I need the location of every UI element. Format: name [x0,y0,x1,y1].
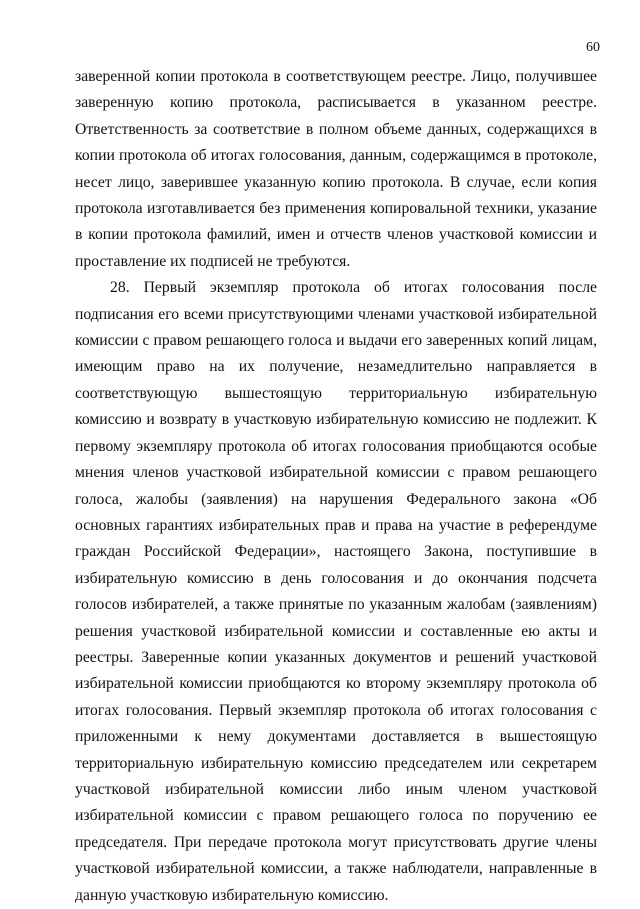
paragraph-item-28: 28. Первый экземпляр протокола об итогах голосования после подписания его всеми присутствующими членами участковой избирательной комиссии с правом решающего голоса и выдачи его заверенных копий лицам, имеющим право на их получение, незамедлительно направляется в соответствующую вышестоящую территориальную избирательную комиссию и возврату в участковую избирательную комиссию не подлежит. К первому экземпляру протокола об итогах голосования приобщаются особые мнения членов участковой избирательной комиссии с правом решающего голоса, жалобы (заявления) на нарушения Федерального закона «Об основных гарантиях избирательных прав и права на участие в референдуме граждан Российской Федерации», настоящего Закона, поступившие в избирательную комиссию в день голосования и до окончания подсчета голосов избирателей, а также принятые по указанным жалобам (заявлениям) решения участковой избирательной комиссии и составленные ею акты и реестры. Заверенные копии указанных документов и решений участковой избирательной комиссии приобщаются ко второму экземпляру протокола об итогах голосования. Первый экземпляр протокола об итогах голосования с приложенными к нему документами доставляется в вышестоящую территориальную избирательную комиссию председателем или секретарем участковой избирательной комиссии либо иным членом участковой избирательной комиссии с правом решающего голоса по поручению ее председателя. При передаче протокола могут присутствовать другие члены участковой избирательной комиссии, а также наблюдатели, направленные в данную участковую избирательную комиссию. [75,279,597,904]
page-number: 60 [586,40,600,55]
paragraph-continuation: заверенной копии протокола в соответствующем реестре. Лицо, получившее заверенную копию протокола, расписывается в указанном реестре. Ответственность за соответствие в полном объеме данных, содержащихся в копии протокола об итогах голосования, данным, содержащимся в протоколе, несет лицо, заверившее указанную копию протокола. В случае, если копия протокола изготавливается без применения копировальной техники, указание в копии протокола фамилий, имен и отчеств членов участковой комиссии и проставление их подписей не требуются. [75,68,597,270]
document-body [75,64,597,909]
